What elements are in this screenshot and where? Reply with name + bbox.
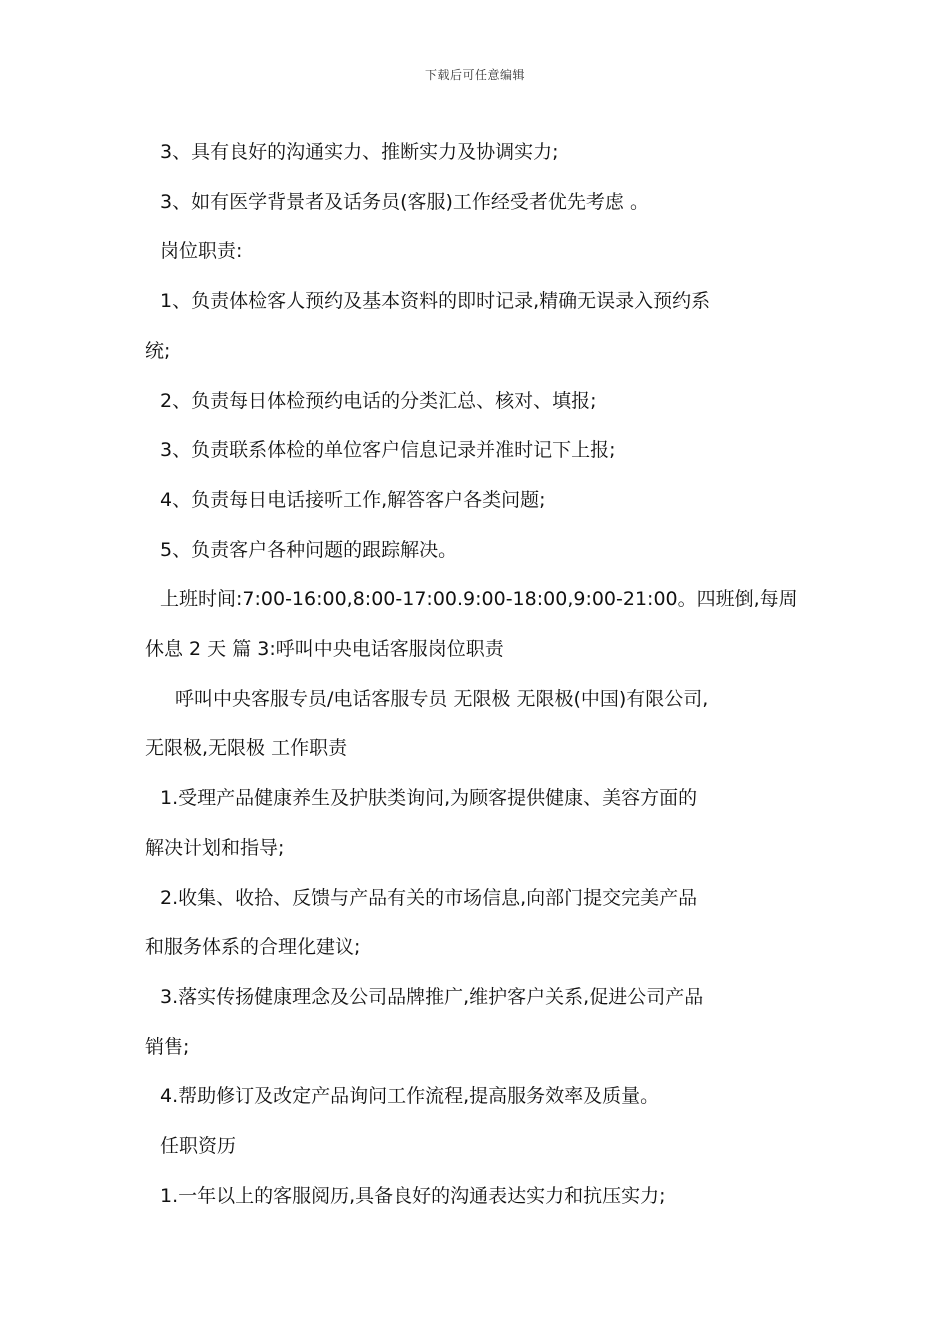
- document-body: [145, 128, 810, 1221]
- text-line: 1.一年以上的客服阅历,具备良好的沟通表达实力和抗压实力;: [160, 1184, 666, 1207]
- text-line: 销售;: [145, 1035, 190, 1058]
- section-heading: 任职资历: [160, 1135, 237, 1158]
- text-line: 统;: [145, 339, 171, 362]
- text-line: 1.受理产品健康养生及护肤类询问,为顾客提供健康、美容方面的: [160, 787, 698, 810]
- text-line: 4.帮助修订及改定产品询问工作流程,提高服务效率及质量。: [160, 1085, 660, 1108]
- text-line: 呼叫中央客服专员/电话客服专员 无限极 无限极(中国)有限公司,: [175, 687, 709, 710]
- text-line: 5、负责客户各种问题的跟踪解决。: [160, 538, 458, 561]
- page-header: 下载后可任意编辑: [424, 68, 525, 82]
- text-line: 3、负责联系体检的单位客户信息记录并准时记下上报;: [160, 439, 616, 462]
- text-line: 2.收集、收拾、反馈与产品有关的市场信息,向部门提交完美产品: [160, 886, 698, 909]
- section-heading: 岗位职责:: [160, 240, 243, 263]
- text-line: 无限极,无限极 工作职责: [145, 737, 348, 760]
- text-line: 解决计划和指导;: [145, 836, 285, 859]
- text-line: 3、具有良好的沟通实力、推断实力及协调实力;: [160, 141, 559, 163]
- text-line: 4、负责每日电话接听工作,解答客户各类问题;: [160, 488, 546, 511]
- text-line: 3.落实传扬健康理念及公司品牌推广,维护客户关系,促进公司产品: [160, 985, 704, 1008]
- text-line: 3、如有医学背景者及话务员(客服)工作经受者优先考虑 。: [160, 190, 649, 213]
- text-line: 休息 2 天 篇 3:呼叫中央电话客服岗位职责: [145, 638, 504, 661]
- text-line: 上班时间:7:00-16:00,8:00-17:00.9:00-18:00,9:00-21:00。四班倒,每周: [160, 588, 798, 611]
- text-line: 2、负责每日体检预约电话的分类汇总、核对、填报;: [160, 389, 597, 412]
- text-line: 和服务体系的合理化建议;: [145, 936, 361, 959]
- text-line: 1、负责体检客人预约及基本资料的即时记录,精确无误录入预约系: [160, 290, 711, 313]
